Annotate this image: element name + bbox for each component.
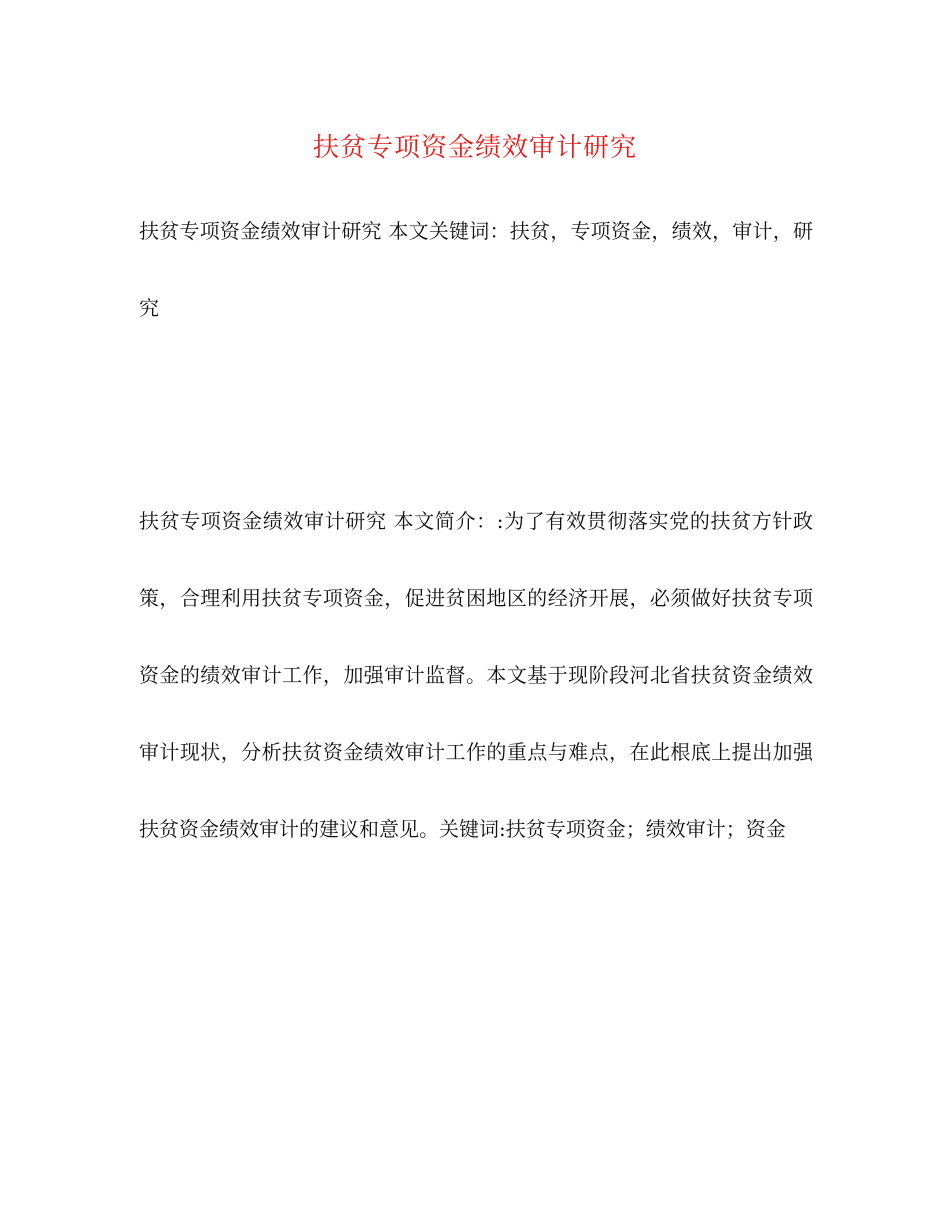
keywords-paragraph: 扶贫专项资金绩效审计研究 本文关键词：扶贫，专项资金，绩效，审计，研究 [139,219,813,320]
document-title: 扶贫专项资金绩效审计研究 [312,133,637,163]
summary-paragraph: 扶贫专项资金绩效审计研究 本文简介：:为了有效贯彻落实党的扶贫方针政策，合理利用扶贫专项资金，促进贫困地区的经济开展，必须做好扶贫专项资金的绩效审计工作，加强审计监督。本文基于现阶段河北省扶贫资金绩效审计现状，分析扶贫资金绩效审计工作的重点与难点，在此根底上提出加强扶贫资金绩效审计的建议和意见。关键词:扶贫专项资金；绩效审计；资金 [139,509,813,841]
